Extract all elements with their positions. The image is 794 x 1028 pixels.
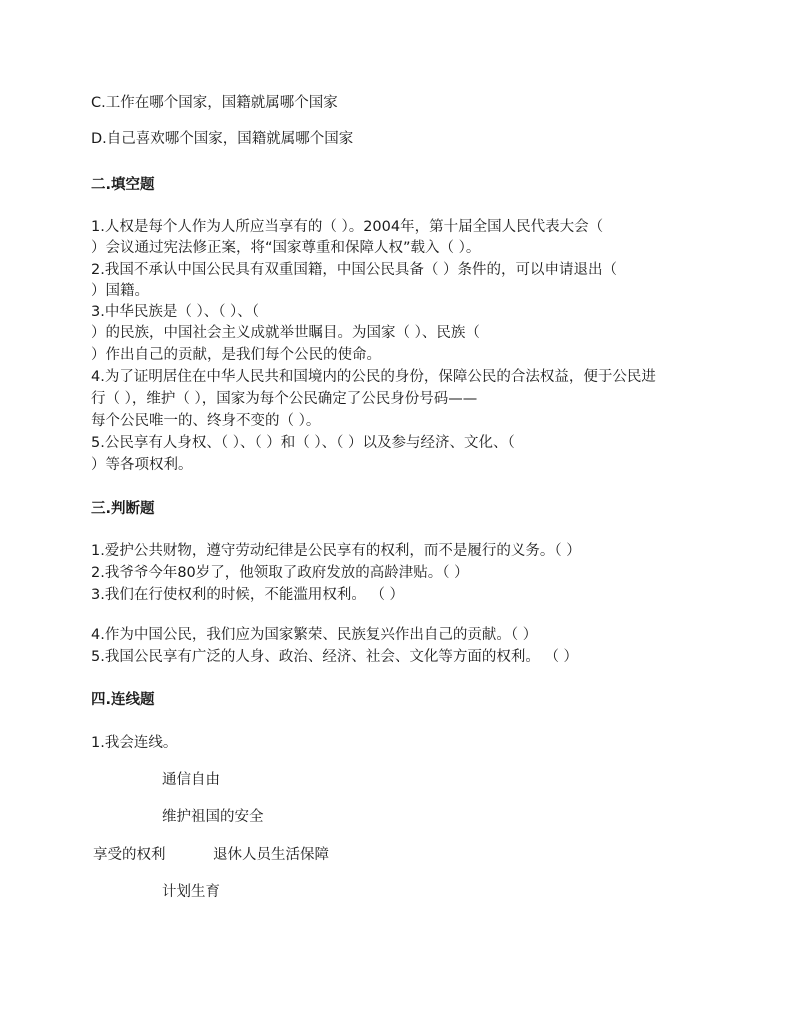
match-item-right: 通信自由 <box>162 772 220 788</box>
option-d: D.自己喜欢哪个国家，国籍就属哪个国家 <box>91 131 354 147</box>
judge-line: 4.作为中国公民，我们应为国家繁荣、民族复兴作出自己的贡献。（ ） <box>91 627 538 643</box>
matching-instruction: 1.我会连线。 <box>91 735 178 751</box>
match-item-left: 享受的权利 <box>93 847 166 863</box>
option-c: C.工作在哪个国家，国籍就属哪个国家 <box>91 95 338 111</box>
fill-line: 行（ ），维护（ ），国家为每个公民确定了公民身份号码—— <box>91 391 478 407</box>
judge-line: 1.爱护公共财物，遵守劳动纪律是公民享有的权利，而不是履行的义务。（ ） <box>91 543 581 559</box>
fill-line: ）国籍。 <box>91 283 149 299</box>
section-heading-matching: 四.连线题 <box>91 692 155 708</box>
match-item-right: 计划生育 <box>162 884 220 900</box>
fill-line: ）等各项权利。 <box>91 457 193 473</box>
judge-line: 3.我们在行使权利的时候，不能滥用权利。 （ ） <box>91 587 405 603</box>
fill-line: 2.我国不承认中国公民具有双重国籍，中国公民具备（ ）条件的，可以申请退出（ <box>91 262 617 278</box>
fill-line: 3.中华民族是（ ）、（ ）、（ <box>91 304 260 320</box>
fill-line: ）会议通过宪法修正案，将“国家尊重和保障人权”载入（ ）。 <box>91 240 481 256</box>
section-heading-true-false: 三.判断题 <box>91 501 155 517</box>
fill-line: 每个公民唯一的、终身不变的（ ）。 <box>91 413 321 429</box>
fill-line: 4.为了证明居住在中华人民共和国境内的公民的身份，保障公民的合法权益，便于公民进 <box>91 369 656 385</box>
judge-line: 2.我爷爷今年80岁了，他领取了政府发放的高龄津贴。（ ） <box>91 565 469 581</box>
section-heading-fill-blank: 二.填空题 <box>91 177 155 193</box>
fill-line: ）作出自己的贡献，是我们每个公民的使命。 <box>91 347 381 363</box>
judge-line: 5.我国公民享有广泛的人身、政治、经济、社会、文化等方面的权利。 （ ） <box>91 649 579 665</box>
fill-line: 1.人权是每个人作为人所应当享有的（ ）。2004年，第十届全国人民代表大会（ <box>91 219 604 235</box>
fill-line: ）的民族，中国社会主义成就举世瞩目。为国家（ ）、民族（ <box>91 325 480 341</box>
fill-line: 5.公民享有人身权、（ ）、（ ）和（ ）、（ ）以及参与经济、文化、（ <box>91 435 515 451</box>
match-item-right: 退休人员生活保障 <box>213 847 329 863</box>
match-item-right: 维护祖国的安全 <box>162 809 264 825</box>
